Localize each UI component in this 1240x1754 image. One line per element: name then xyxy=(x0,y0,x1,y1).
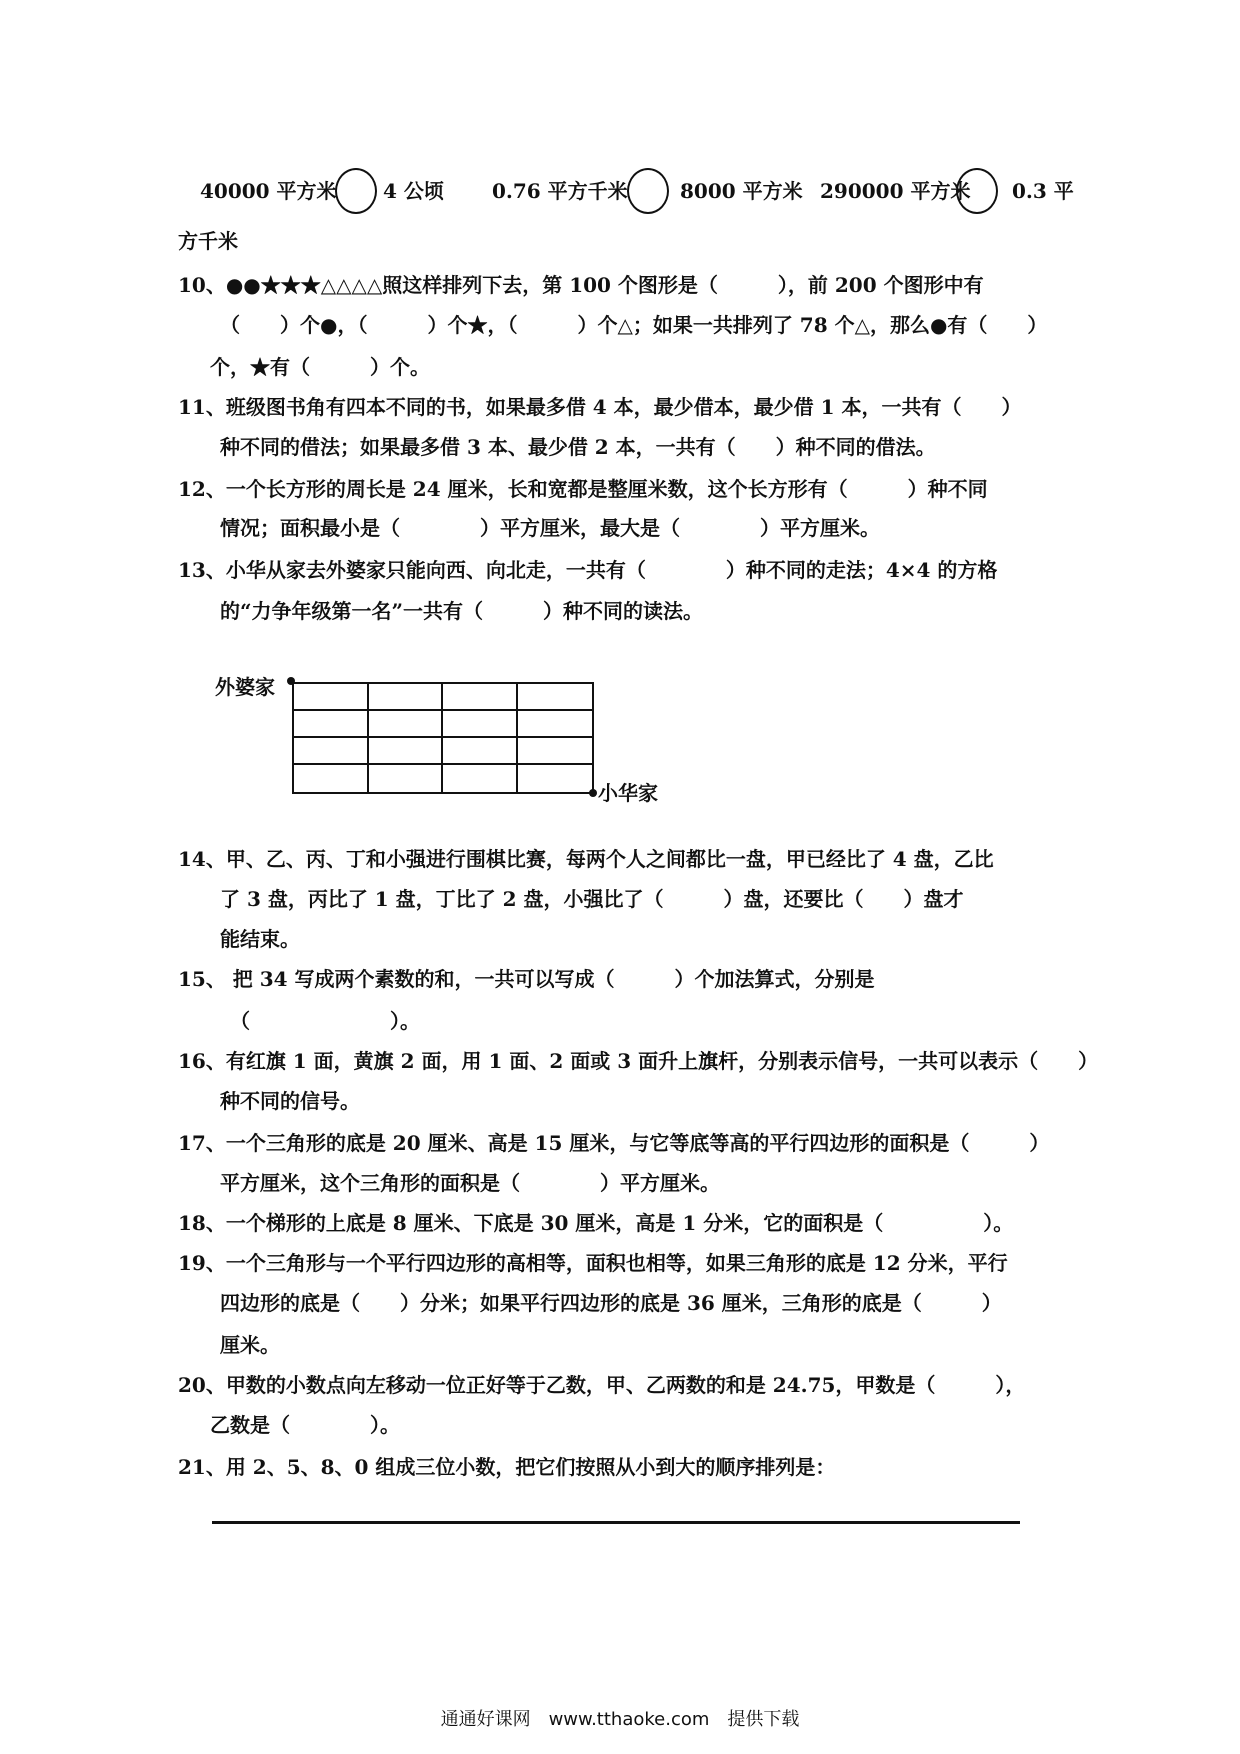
q21-answer-line[interactable] xyxy=(212,1521,1020,1524)
q9-part2-right: 8000 平方米 xyxy=(680,179,803,203)
q15-line2: （ ）。 xyxy=(230,1009,420,1033)
q14-line2: 了 3 盘，丙比了 1 盘，丁比了 2 盘，小强比了（ ）盘，还要比（ ）盘才 xyxy=(220,887,964,911)
q9-part3-right: 0.3 平 xyxy=(1012,179,1074,203)
q9-part1-left: 40000 平方米 xyxy=(200,179,337,203)
q9-wrap: 方千米 xyxy=(178,229,238,253)
q12-line2: 情况；面积最小是（ ）平方厘米，最大是（ ）平方厘米。 xyxy=(220,516,880,540)
q20-line2: 乙数是（ ）。 xyxy=(210,1413,400,1437)
q13-line2: 的“力争年级第一名”一共有（ ）种不同的读法。 xyxy=(220,599,704,623)
q17-line1: 17、一个三角形的底是 20 厘米、高是 15 厘米，与它等底等高的平行四边形的面积是（ ） xyxy=(178,1131,1050,1155)
q10-line1: 10、●●★★★△△△△照这样排列下去，第 100 个图形是（ ），前 200 个图形中有 xyxy=(178,273,984,297)
q9-compare-circle-2[interactable] xyxy=(627,168,669,214)
end-point-dot xyxy=(589,789,597,797)
q17-line2: 平方厘米，这个三角形的面积是（ ）平方厘米。 xyxy=(220,1171,720,1195)
q20-line1: 20、甲数的小数点向左移动一位正好等于乙数，甲、乙两数的和是 24.75，甲数是（ ）， xyxy=(178,1373,1026,1397)
q9-part2-left: 0.76 平方千米 xyxy=(492,179,628,203)
q13-line1: 13、小华从家去外婆家只能向西、向北走，一共有（ ）种不同的走法；4×4 的方格 xyxy=(178,558,998,582)
q18-line1: 18、一个梯形的上底是 8 厘米、下底是 30 厘米，高是 1 分米，它的面积是（ ）。 xyxy=(178,1211,1014,1235)
q10-line3: 个，★有（ ）个。 xyxy=(210,355,430,379)
q14-line1: 14、甲、乙、丙、丁和小强进行围棋比赛，每两个人之间都比一盘，甲已经比了 4 盘，乙比 xyxy=(178,847,994,871)
q9-part1-right: 4 公顷 xyxy=(383,179,444,203)
diagram-label-start: 外婆家 xyxy=(215,675,275,699)
q19-line2: 四边形的底是（ ）分米；如果平行四边形的底是 36 厘米，三角形的底是（ ） xyxy=(220,1291,1002,1315)
q19-line3: 厘米。 xyxy=(220,1333,280,1357)
q16-line2: 种不同的信号。 xyxy=(220,1089,360,1113)
q15-line1: 15、 把 34 写成两个素数的和，一共可以写成（ ）个加法算式，分别是 xyxy=(178,967,875,991)
q9-part3-left: 290000 平方米 xyxy=(820,179,971,203)
route-grid-diagram xyxy=(292,682,594,794)
q21-line1: 21、用 2、5、8、0 组成三位小数，把它们按照从小到大的顺序排列是： xyxy=(178,1455,836,1479)
q12-line1: 12、一个长方形的周长是 24 厘米，长和宽都是整厘米数，这个长方形有（ ）种不同 xyxy=(178,477,988,501)
diagram-label-end: 小华家 xyxy=(598,781,658,805)
q11-line2: 种不同的借法；如果最多借 3 本、最少借 2 本，一共有（ ）种不同的借法。 xyxy=(220,435,936,459)
q10-line2: （ ）个●，（ ）个★，（ ）个△；如果一共排列了 78 个△，那么●有（ ） xyxy=(220,313,1048,337)
q14-line3: 能结束。 xyxy=(220,927,300,951)
q9-compare-circle-3[interactable] xyxy=(956,168,998,214)
q9-compare-circle-1[interactable] xyxy=(335,168,377,214)
q19-line1: 19、一个三角形与一个平行四边形的高相等，面积也相等，如果三角形的底是 12 分米，平行 xyxy=(178,1251,1008,1275)
q11-line1: 11、班级图书角有四本不同的书，如果最多借 4 本，最少借本，最少借 1 本，一共有（ ） xyxy=(178,395,1022,419)
page-footer: 通通好课网 www.tthaoke.com 提供下载 xyxy=(440,1709,800,1730)
q16-line1: 16、有红旗 1 面，黄旗 2 面，用 1 面、2 面或 3 面升上旗杆，分别表示信号，一共可以表示（ ） xyxy=(178,1049,1099,1073)
